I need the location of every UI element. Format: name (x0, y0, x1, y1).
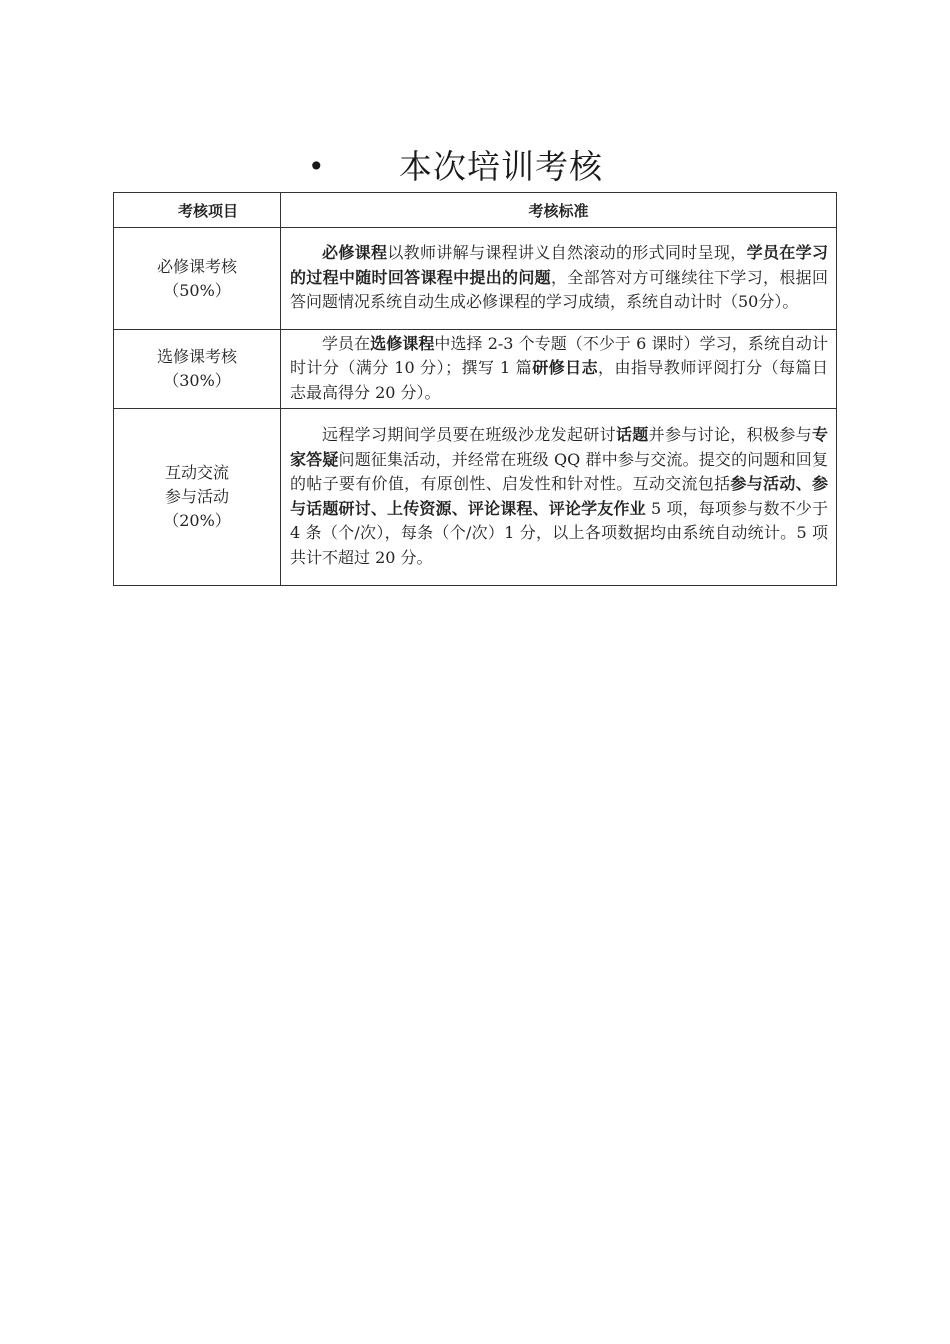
assessment-table (113, 192, 837, 586)
table-row (114, 409, 837, 586)
criteria-text (290, 241, 828, 315)
item-name: 必修课考核 (156, 256, 237, 276)
criteria-keyword: 话题 (615, 425, 649, 444)
item-weight: （20%） (163, 511, 231, 530)
criteria-segment: 远程学习期间学员要在班级沙龙发起研讨 (322, 425, 616, 444)
item-name: 互动交流 (164, 463, 229, 482)
header-assessment-criteria: 考核标准 (281, 193, 837, 228)
criteria-segment: 问题征集活动，并经常在班级 QQ 群中参与交流。提交的问题和回复的帖子要有价值，有原创性、启发性和针对性。互动交流包括 (290, 449, 828, 493)
table-row (114, 330, 837, 409)
table-header-row (114, 193, 837, 228)
criteria-segment: ，全部答对方可继续往下学习，根据回答问题情况系统自动生成必修课程的学习成绩，系统自动计时（50分）。 (290, 267, 828, 312)
header-assessment-item: 考核项目 (114, 193, 281, 228)
criteria-keyword: 参与活动、参与话题研讨、上传资源、评论课程、评论学友作业 (290, 474, 828, 518)
criteria-segment: ，由指导教师评阅打分（每篇日志最高得分 20 分）。 (290, 358, 828, 402)
row-item-cell (114, 409, 281, 586)
criteria-keyword: 必修课程 (322, 243, 388, 263)
criteria-text (290, 423, 828, 570)
criteria-keyword: 研修日志 (532, 358, 599, 378)
row-criteria-cell (281, 409, 837, 586)
item-weight: （50%） (163, 280, 231, 300)
table-row (114, 228, 837, 330)
criteria-segment: 中选择 2-3 个专题（不少于 6 课时）学习，系统自动计时计分（满分 10 分）；撰写 1 篇 (290, 333, 828, 378)
criteria-keyword: 学员在学习的过程中随时回答课程中提出的问题 (290, 243, 828, 287)
row-item-cell (114, 330, 281, 409)
criteria-keyword: 选修课程 (370, 333, 435, 353)
row-criteria-cell (281, 330, 837, 409)
row-criteria-cell (281, 228, 837, 330)
item-name-line2: 参与活动 (164, 487, 229, 506)
item-name: 选修课考核 (156, 347, 237, 366)
criteria-segment: 并参与讨论，积极参与 (648, 425, 812, 444)
criteria-segment: 5 项，每项参与数不少于 4 条（个/次），每条（个/次）1 分，以上各项数据均由系统自动统计。5 项共计不超过 20 分。 (290, 498, 828, 567)
criteria-text (290, 332, 828, 406)
criteria-segment: 学员在 (322, 333, 371, 353)
row-item-cell (114, 228, 281, 330)
criteria-keyword: 专家答疑 (290, 425, 828, 469)
criteria-segment: 以教师讲解与课程讲义自然滚动的形式同时呈现， (387, 243, 747, 263)
page-title: 本次培训考核 (399, 147, 603, 186)
heading-bullet: • (308, 150, 325, 183)
item-weight: （30%） (163, 371, 231, 390)
document-heading (0, 144, 950, 190)
